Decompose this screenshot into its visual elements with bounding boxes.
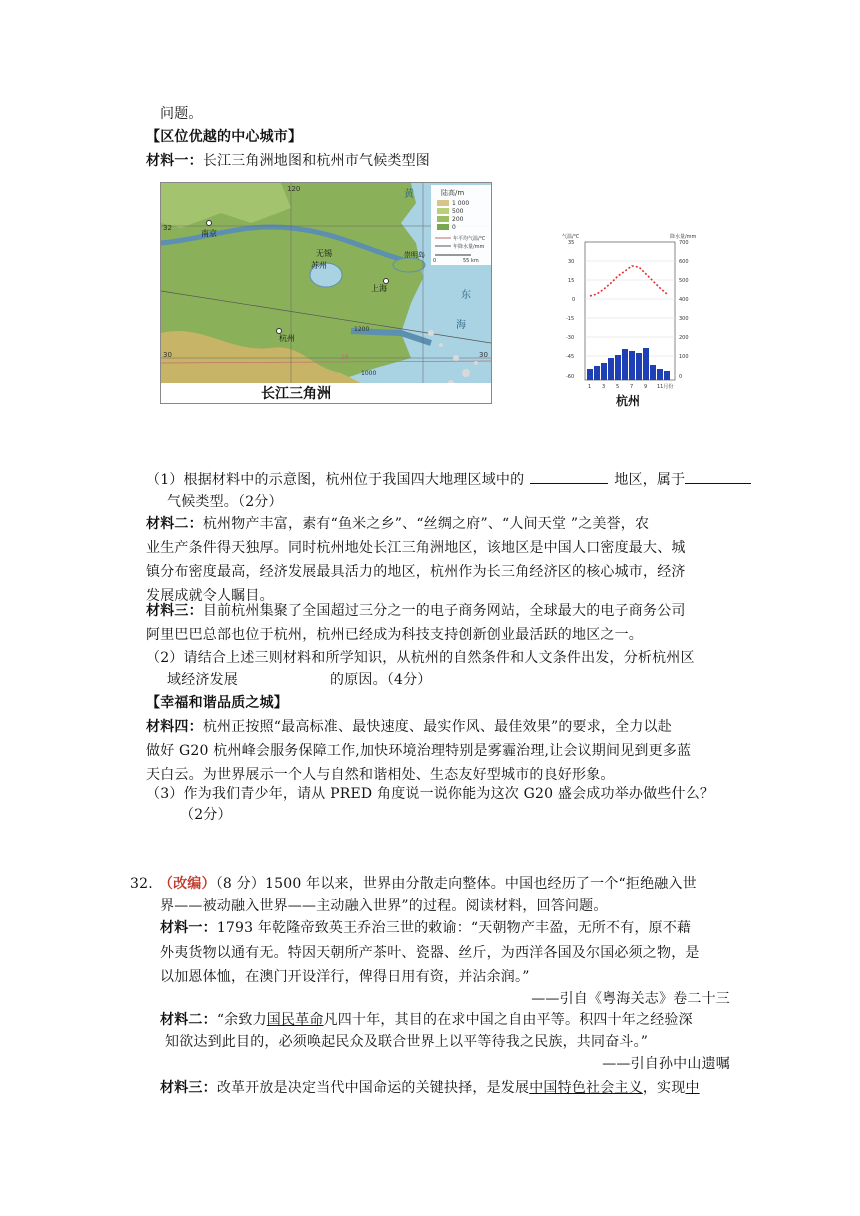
temp-tick: -30 [566, 335, 575, 341]
q32-material-3-line-1 [160, 1078, 700, 1098]
material-label: 材料三： [160, 1080, 217, 1096]
precip-bar [650, 365, 656, 380]
material-text: “余致力 [216, 1012, 267, 1028]
section-title-1: 【区位优越的中心城市】 [146, 129, 303, 145]
month-tick: 1 [588, 384, 592, 390]
month-tick: 11月份 [657, 384, 674, 390]
precip-bar [664, 371, 670, 380]
material-1 [146, 151, 430, 171]
precip-bar [615, 355, 621, 380]
material-text: 凡四十年，其目的在求中国之自由平等。积四十年之经验深 [323, 1012, 693, 1028]
material-text: 杭州正按照“最高标准、最快速度、最实作风、最佳效果”的要求，全力以赴 [202, 719, 672, 735]
q32-material-1-source: ——引自《粤海关志》卷二十三 [531, 991, 730, 1007]
scale-zero: 0 [433, 258, 437, 264]
material-label: 材料四： [146, 719, 203, 735]
q32-material-1-line-2: 外夷货物以通有无。特因天朝所产茶叶、瓷器、丝斤，为西洋各国及尔国必须之物，是 [160, 945, 700, 961]
temp-tick: -15 [566, 316, 575, 322]
month-tick: 7 [630, 384, 634, 390]
q32-material-1-line-1 [160, 918, 691, 938]
material-text: ，实现 [642, 1080, 686, 1096]
precip-tick: 700 [679, 240, 689, 246]
island-label: 崇明岛 [404, 251, 425, 259]
contour-label: 1200 [354, 326, 370, 333]
q2-text-a: 域经济发展 [167, 672, 238, 688]
q32-material-1-line-3: 以加恩体恤，在澳门开设洋行，俾得日用有资，并沾余润。” [160, 969, 530, 985]
temp-tick: 30 [568, 259, 575, 265]
question-32-line-2: 界——被动融入世界——主动融入世界”的过程。阅读材料，回答问题。 [160, 898, 608, 914]
underlined-term: 中 [685, 1080, 700, 1096]
material-3-line-1 [146, 601, 686, 621]
yangtze-delta-map [160, 182, 492, 404]
month-tick: 9 [644, 384, 648, 390]
grid-label: 32 [163, 224, 172, 232]
month-tick: 5 [616, 384, 620, 390]
city-hangzhou: 杭州 [279, 334, 295, 343]
precip-tick: 400 [679, 297, 689, 303]
hangzhou-climate-chart [560, 228, 700, 413]
precip-tick: 500 [679, 278, 689, 284]
adapted-tag: （改编） [158, 876, 216, 892]
contour-label: 1000 [361, 370, 377, 377]
material-text: 杭州物产丰富，素有“鱼米之乡”、“丝绸之府”、“人间天堂 ”之美誉，农 [202, 516, 650, 532]
temp-tick: 0 [572, 297, 576, 303]
climate-caption: 杭州 [616, 394, 641, 408]
material-text: 改革开放是决定当代中国命运的关键抉择，是发展 [216, 1080, 530, 1096]
question-2-line-1: （2）请结合上述三则材料和所学知识，从杭州的自然条件和人文条件出发，分析杭州区 [146, 650, 695, 666]
precip-tick: 100 [679, 354, 689, 360]
material-2-line-3: 镇分布密度最高，经济发展最具活力的地区，杭州作为长三角经济区的核心城市，经济 [146, 564, 686, 580]
underlined-term: 中国特色社会主义 [529, 1080, 643, 1096]
material-text: 1793 年乾隆帝致英王乔治三世的敕谕：“天朝物产丰盈，无所不有，原不藉 [216, 920, 692, 936]
q1-text-c: 气候类型。（2分） [167, 494, 283, 510]
legend-title: 陆高/m [441, 189, 465, 197]
answer-blank-region[interactable] [530, 469, 608, 484]
q32-material-2-source: ——引自孙中山遗嘱 [602, 1056, 730, 1072]
material-4-line-2: 做好 G20 杭州峰会服务保障工作,加快环境治理特别是雾霾治理,让会议期间见到更多蓝 [146, 743, 692, 759]
material-3-line-2: 阿里巴巴总部也位于杭州，杭州已经成为科技支持创新创业最活跃的地区之一。 [146, 627, 643, 643]
grid-label: 30 [479, 351, 488, 359]
temp-tick: -45 [566, 354, 575, 360]
material-4-line-3: 天白云。为世界展示一个人与自然和谐相处、生态友好型城市的良好形象。 [146, 767, 615, 783]
underlined-term: 国民革命 [266, 1012, 324, 1028]
question-1 [146, 469, 751, 490]
precip-bar [643, 348, 649, 380]
contour-label: 16 [341, 354, 349, 361]
temp-unit: 气温/℃ [562, 234, 580, 240]
question-number: 32. [130, 876, 153, 892]
temp-tick: 35 [568, 240, 575, 246]
material-label: 材料二： [146, 516, 203, 532]
temp-tick: -60 [566, 374, 575, 380]
precip-bar [601, 363, 607, 380]
q2-text-b: 的原因。（4分） [330, 672, 432, 688]
material-text: 目前杭州集聚了全国超过三分之一的电子商务网站，全球最大的电子商务公司 [202, 603, 686, 619]
material-4-line-1 [146, 717, 672, 737]
scale-km: 55 km [463, 258, 479, 264]
question-3-line-2: （2分） [180, 807, 232, 823]
material-2-line-4: 发展成就令人瞩目。 [146, 588, 274, 604]
material-label: 材料三： [146, 603, 203, 619]
section-title-2: 【幸福和谐品质之城】 [146, 695, 288, 711]
q1-text-b: 地区，属于 [614, 472, 686, 488]
precip-unit: 降水量/mm [670, 234, 697, 240]
question-2-line-2 [167, 670, 432, 690]
material-2-line-2: 业生产条件得天独厚。同时杭州地处长江三角洲地区，该地区是中国人口密度最大、城 [146, 540, 686, 556]
top-line: 问题。 [160, 106, 203, 122]
q32-material-2-line-2: 知欲达到此目的，必须唤起民众及联合世界上以平等待我之民族，共同奋斗。” [165, 1034, 649, 1050]
material-label: 材料二： [160, 1012, 217, 1028]
question-32-line-1 [130, 874, 697, 894]
question-3-line-1: （3）作为我们青少年，请从 PRED 角度说一说你能为这次 G20 盛会成功举办做些什么？ [146, 786, 715, 802]
precip-tick: 200 [679, 335, 689, 341]
precip-bar [629, 351, 635, 380]
city-nanjing: 南京 [201, 229, 217, 238]
grid-label: 30 [163, 351, 172, 359]
city-shanghai: 上海 [371, 284, 387, 293]
sea-east-label: 东 [461, 290, 471, 301]
legend-isotherm: 年平均气温/℃ [453, 236, 486, 242]
legend-level: 0 [452, 224, 456, 231]
climate-graphic [560, 228, 700, 413]
precip-bar [587, 369, 593, 380]
legend-level: 500 [452, 208, 464, 215]
precip-bar [657, 369, 663, 380]
precip-tick: 600 [679, 259, 689, 265]
city-wuxi: 无锡 [316, 249, 332, 258]
q1-text-a: （1）根据材料中的示意图，杭州位于我国四大地理区域中的 [146, 472, 525, 488]
grid-label: 120 [287, 185, 301, 193]
legend-isohyet: 年降水量/mm [453, 244, 485, 250]
material-label: 材料一： [160, 920, 217, 936]
material-label: 材料一： [146, 153, 203, 169]
map-graphic [161, 183, 491, 403]
precip-bar [636, 353, 642, 380]
legend-level: 1 000 [452, 200, 470, 207]
precip-bar [594, 366, 600, 380]
material-2-line-1 [146, 514, 649, 534]
sea-label-2: 海 [456, 320, 466, 331]
precip-bar [622, 349, 628, 380]
city-suzhou: 苏州 [311, 261, 327, 270]
material-text: 长江三角洲地图和杭州市气候类型图 [202, 153, 431, 169]
sea-label: 黄 [404, 189, 414, 200]
month-tick: 3 [602, 384, 606, 390]
precip-tick: 300 [679, 316, 689, 322]
precip-bar [608, 358, 614, 380]
precip-tick: 0 [679, 374, 683, 380]
q32-material-2-line-1 [160, 1010, 693, 1030]
legend-level: 200 [452, 216, 464, 223]
answer-blank-climate[interactable] [685, 469, 751, 484]
q32-text: （8 分）1500 年以来，世界由分散走向整体。中国也经历了一个“拒绝融入世 [215, 876, 697, 892]
temp-tick: 15 [568, 278, 575, 284]
map-caption: 长江三角洲 [261, 386, 331, 402]
